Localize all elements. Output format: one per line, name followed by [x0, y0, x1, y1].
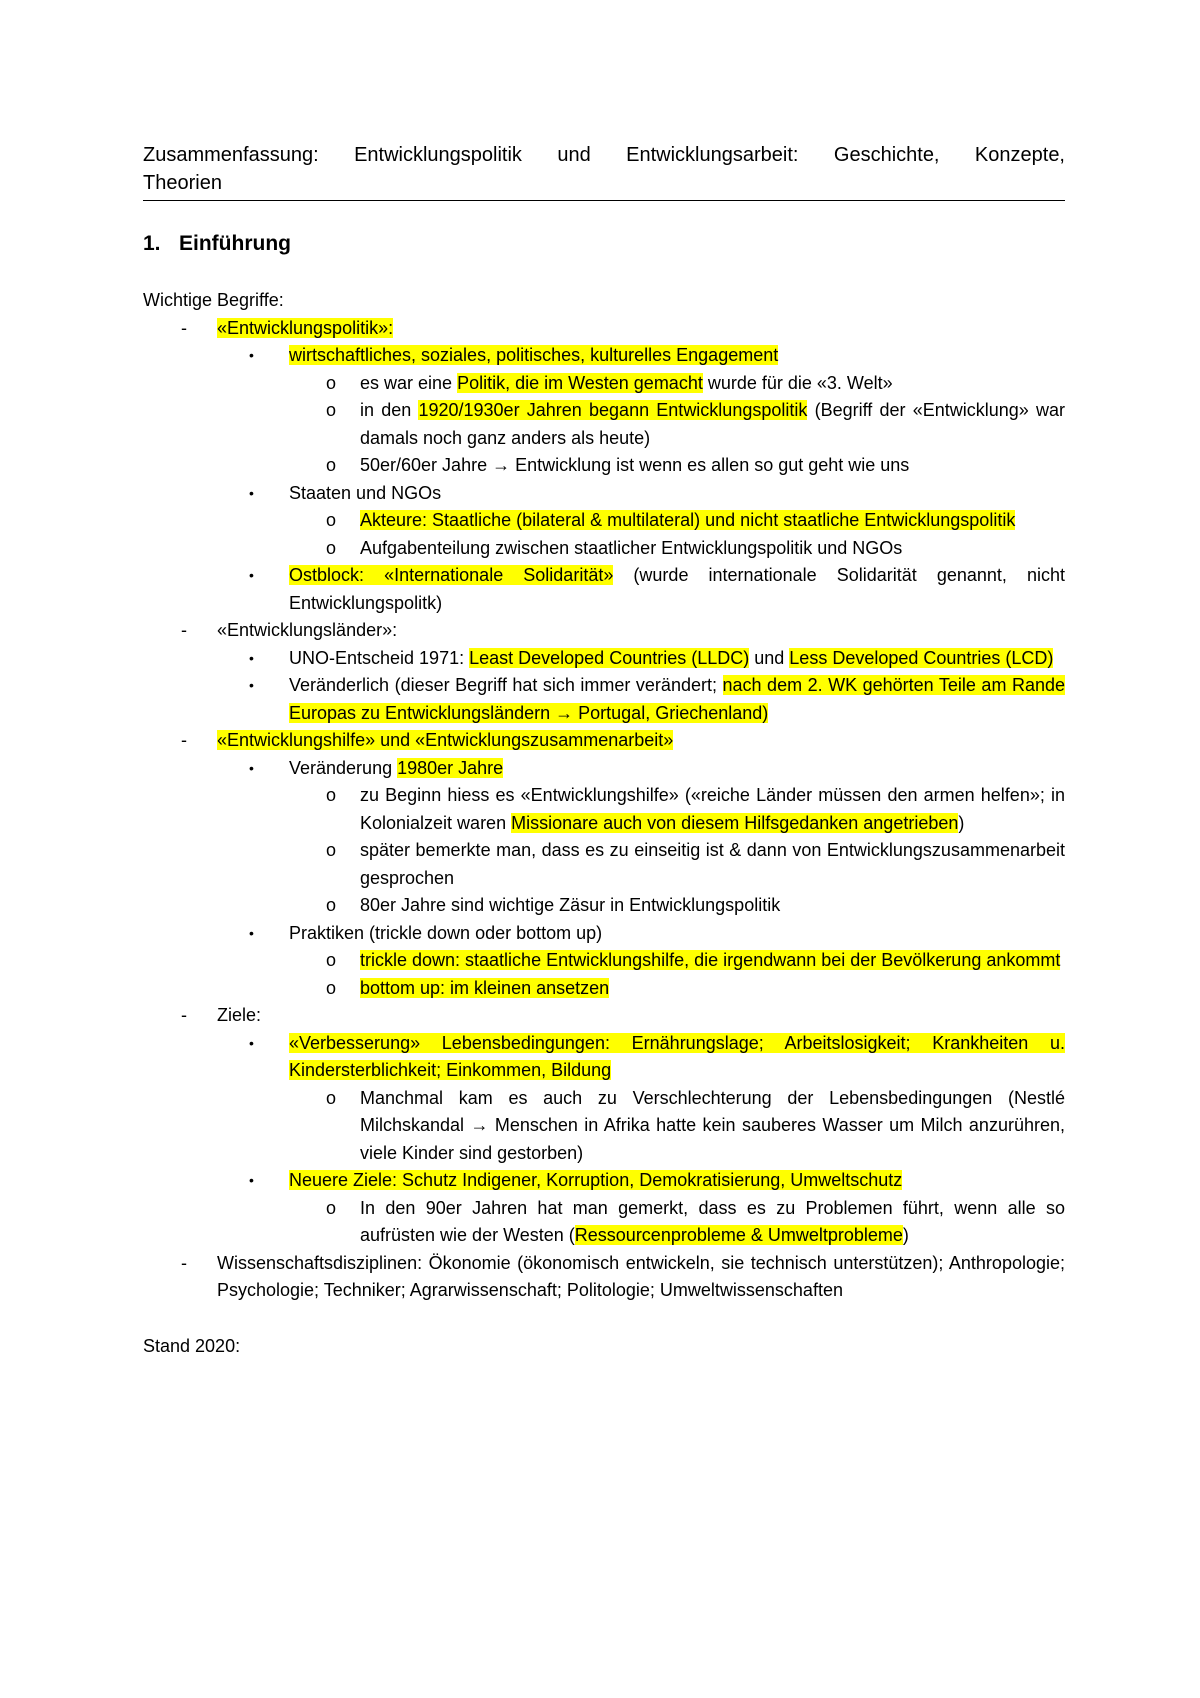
list-item — [143, 507, 1065, 535]
bullet-marker: • — [249, 347, 254, 363]
item-text: In den 90er Jahren hat man gemerkt, dass es zu Problemen führt, wenn alle so aufrüsten wie der Westen ( — [360, 1197, 1065, 1245]
item-text: UNO-Entscheid 1971: — [289, 647, 470, 668]
item-highlight: nach dem 2. WK gehörten Teile am Rande Europas zu Entwicklungsländern → Portugal, Griechenland) — [289, 675, 1065, 723]
bullet-marker: • — [249, 567, 254, 583]
circle-marker: o — [326, 785, 337, 805]
item-highlight: «Entwicklungshilfe» und «Entwicklungszusammenarbeit» — [217, 730, 674, 750]
dash-marker: - — [181, 317, 187, 338]
bullet-marker: • — [249, 484, 254, 501]
document-title — [143, 141, 1065, 201]
list-item — [143, 452, 1065, 480]
item-highlight: trickle down: staatliche Entwicklungshilfe, die irgendwann bei der Bevölkerung ankommt — [360, 950, 1061, 970]
item-highlight: «Verbesserung» Lebensbedingungen: Ernährungslage; Arbeitslosigkeit; Krankheiten u. Kindersterblichkeit; Einkommen, Bildung — [289, 1032, 1065, 1080]
dash-marker: - — [181, 1252, 187, 1273]
list-item — [143, 727, 1065, 755]
list-item — [143, 1030, 1065, 1085]
item-text: Aufgabenteilung zwischen staatlicher Entwicklungspolitik und NGOs — [360, 537, 903, 558]
list-item — [143, 892, 1065, 920]
section-heading — [143, 229, 1065, 259]
bullet-marker: • — [249, 649, 254, 666]
item-highlight: bottom up: im kleinen ansetzen — [360, 977, 610, 998]
item-highlight: Least Developed Countries (LLDC) — [469, 647, 750, 668]
item-text: 50er/60er Jahre → Entwicklung ist wenn es allen so gut geht wie uns — [360, 455, 910, 475]
list-item — [143, 975, 1065, 1003]
bullet-marker: • — [249, 1034, 254, 1051]
item-text: Ziele: — [217, 1005, 262, 1025]
dash-marker: - — [181, 1005, 187, 1025]
item-text: «Entwicklungsländer»: — [217, 620, 398, 640]
bullet-marker: • — [249, 759, 254, 776]
dash-marker: - — [181, 730, 187, 750]
item-text: (Begriff der «Entwicklung» war damals noch ganz anders als heute) — [360, 400, 1065, 448]
item-text: Praktiken (trickle down oder bottom up) — [289, 922, 603, 943]
item-text: Veränderlich (dieser Begriff hat sich immer verändert; — [289, 675, 723, 695]
circle-marker: o — [326, 372, 337, 393]
item-text: Manchmal kam es auch zu Verschlechterung der Lebensbedingungen (Nestlé Milchskandal → Menschen in Afrika hatte kein sauberes Wasser um Milch anzurühren, viele Kinder sind gestorben) — [360, 1087, 1065, 1163]
list-item — [143, 370, 1065, 398]
item-text: ) — [902, 1225, 909, 1245]
list-item — [143, 672, 1065, 727]
item-highlight: 1920/1930er Jahren begann Entwicklungspolitik — [418, 400, 808, 420]
circle-marker: o — [326, 977, 337, 998]
circle-marker: o — [326, 400, 337, 420]
list-item — [143, 947, 1065, 975]
bullet-marker: • — [249, 677, 254, 693]
list-item — [143, 645, 1065, 673]
circle-marker: o — [326, 840, 337, 860]
item-highlight: Politik, die im Westen gemacht — [457, 372, 703, 393]
item-highlight: Ressourcenprobleme & Umweltprobleme — [574, 1225, 903, 1245]
item-highlight: Less Developed Countries (LCD) — [789, 647, 1054, 668]
item-highlight: Ostblock: «Internationale Solidarität» — [289, 565, 614, 585]
circle-marker: o — [326, 950, 337, 970]
item-text: und — [749, 647, 790, 668]
list-item — [143, 1167, 1065, 1195]
bullet-marker: • — [249, 924, 254, 941]
list-item — [143, 617, 1065, 645]
bullet-marker: • — [249, 1172, 254, 1188]
list-item — [143, 1250, 1065, 1305]
dash-marker: - — [181, 620, 187, 640]
list-item — [143, 397, 1065, 452]
item-text: wurde für die «3. Welt» — [702, 372, 893, 393]
item-text: es war eine — [360, 372, 458, 393]
document-page — [143, 141, 1065, 1360]
section-number: 1. — [143, 232, 161, 255]
circle-marker: o — [326, 455, 337, 475]
list-item — [143, 562, 1065, 617]
item-text: Veränderung — [289, 757, 398, 778]
item-text: Wissenschaftsdisziplinen: Ökonomie (ökonomisch entwickeln, sie technisch unterstützen); Anthropologie; Psychologie; Techniker; Agrarwissenschaft; Politologie; Umweltwissenschaften — [217, 1252, 1065, 1300]
item-text: zu Beginn hiess es «Entwicklungshilfe» («reiche Länder müssen den armen helfen»; in Kolonialzeit waren — [360, 785, 1065, 833]
item-text: ) — [958, 812, 965, 833]
list-item — [143, 480, 1065, 508]
list-item — [143, 782, 1065, 837]
list-item — [143, 755, 1065, 783]
footer-text: Stand 2020: — [143, 1335, 241, 1356]
item-text: «Entwicklungspolitik»: — [217, 317, 394, 338]
item-highlight: Akteure: Staatliche (bilateral & multilateral) und nicht staatliche Entwicklungspolitik — [360, 510, 1016, 530]
circle-marker: o — [326, 1197, 337, 1218]
circle-marker: o — [326, 510, 337, 530]
item-text: in den — [360, 400, 419, 420]
item-text: (wurde internationale Solidarität genannt, nicht Entwicklungspolitk) — [289, 565, 1066, 613]
item-highlight: 1980er Jahre — [397, 757, 504, 778]
list-item — [143, 1085, 1065, 1168]
intro-text: Wichtige Begriffe: — [143, 290, 284, 310]
list-item — [143, 1195, 1065, 1250]
title-line-1: Zusammenfassung: Entwicklungspolitik und Entwicklungsarbeit: Geschichte, Konzepte, — [143, 144, 1065, 166]
circle-marker: o — [326, 537, 337, 558]
title-line-2: Theorien — [143, 172, 222, 194]
item-text: 80er Jahre sind wichtige Zäsur in Entwicklungspolitik — [360, 895, 781, 915]
list-item — [143, 342, 1065, 370]
list-item — [143, 920, 1065, 948]
section-title: Einführung — [179, 232, 291, 255]
item-highlight: Missionare auch von diesem Hilfsgedanken angetrieben — [511, 812, 959, 833]
list-item — [143, 535, 1065, 563]
list-item — [143, 1002, 1065, 1030]
list-item — [143, 837, 1065, 892]
item-text: wirtschaftliches, soziales, politisches, kulturelles Engagement — [289, 345, 779, 365]
circle-marker: o — [326, 1087, 337, 1108]
circle-marker: o — [326, 895, 337, 915]
item-text: später bemerkte man, dass es zu einseitig ist & dann von Entwicklungszusammenarbeit gesprochen — [360, 840, 1065, 888]
item-highlight: Neuere Ziele: Schutz Indigener, Korruption, Demokratisierung, Umweltschutz — [289, 1170, 903, 1190]
item-text: Staaten und NGOs — [289, 482, 442, 503]
list-item — [143, 315, 1065, 343]
